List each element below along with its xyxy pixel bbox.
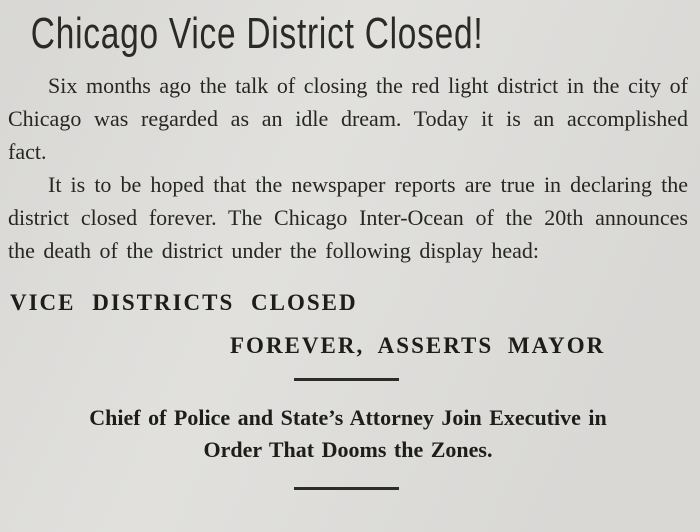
display-head-line-1: VICE DISTRICTS CLOSED (10, 290, 358, 315)
divider-rule-top (294, 378, 399, 381)
subheadline-line-1: Chief of Police and State’s Attorney Join Executive in (89, 405, 607, 430)
page-title: Chicago Vice District Closed! (30, 9, 484, 58)
divider-rule-bottom (294, 487, 399, 490)
subheadline (8, 402, 688, 466)
display-head-line-2: FOREVER, ASSERTS MAYOR (230, 333, 606, 358)
body-paragraph-2: It is to be hoped that the newspaper reports are true in declaring the district closed forever. The Chicago Inter-Ocean of the 20th announces the death of the district under the following display head: (8, 172, 688, 263)
subheadline-line-2: Order That Dooms the Zones. (203, 437, 493, 462)
body-paragraph-1: Six months ago the talk of closing the red light district in the city of Chicago was regarded as an idle dream. Today it is an accomplished fact. (8, 73, 688, 164)
